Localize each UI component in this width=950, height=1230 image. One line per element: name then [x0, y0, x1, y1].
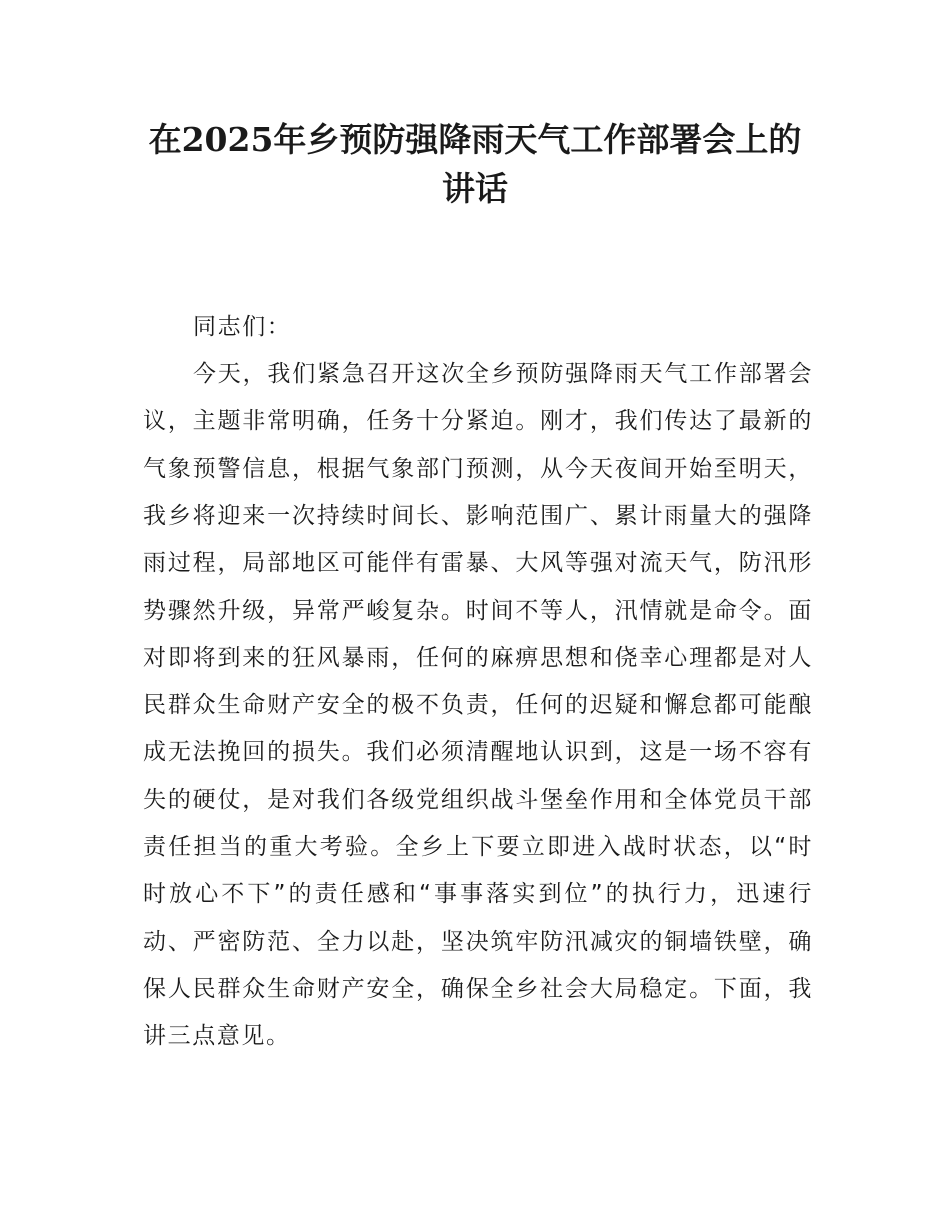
salutation: 同志们： — [193, 314, 292, 340]
paragraph-line: 成无法挽回的损失。我们必须清醒地认识到，这是一场不容有 — [143, 739, 813, 766]
paragraph-line: 民群众生命财产安全的极不负责，任何的迟疑和懈怠都可能酿 — [143, 692, 813, 719]
paragraph-line: 动、严密防范、全力以赴，坚决筑牢防汛减灾的铜墙铁壁，确 — [143, 928, 813, 955]
paragraph-line: 今天，我们紧急召开这次全乡预防强降雨天气工作部署会 — [193, 361, 813, 387]
paragraph-line: 我乡将迎来一次持续时间长、影响范围广、累计雨量大的强降 — [143, 502, 813, 529]
paragraph-line: 责任担当的重大考验。全乡上下要立即进入战时状态，以“时 — [143, 834, 813, 860]
paragraph-line: 势骤然升级，异常严峻复杂。时间不等人，汛情就是命令。面 — [143, 597, 813, 624]
paragraph-line: 时放心不下”的责任感和“事事落实到位”的执行力，迅速行 — [143, 881, 813, 908]
paragraph-line: 讲三点意见。 — [143, 1023, 291, 1050]
paragraph-line: 气象预警信息，根据气象部门预测，从今天夜间开始至明天， — [143, 455, 813, 482]
document-title-line-2: 讲话 — [442, 169, 508, 208]
document-title-line-1: 在2025年乡预防强降雨天气工作部署会上的 — [148, 120, 802, 159]
paragraph-line: 议，主题非常明确，任务十分紧迫。刚才，我们传达了最新的 — [143, 408, 813, 435]
paragraph-line: 失的硬仗，是对我们各级党组织战斗堡垒作用和全体党员干部 — [143, 786, 813, 813]
paragraph-line: 对即将到来的狂风暴雨，任何的麻痹思想和侥幸心理都是对人 — [143, 644, 813, 671]
paragraph-line: 保人民群众生命财产安全，确保全乡社会大局稳定。下面，我 — [143, 975, 813, 1002]
paragraph-line: 雨过程，局部地区可能伴有雷暴、大风等强对流天气，防汛形 — [143, 550, 813, 577]
